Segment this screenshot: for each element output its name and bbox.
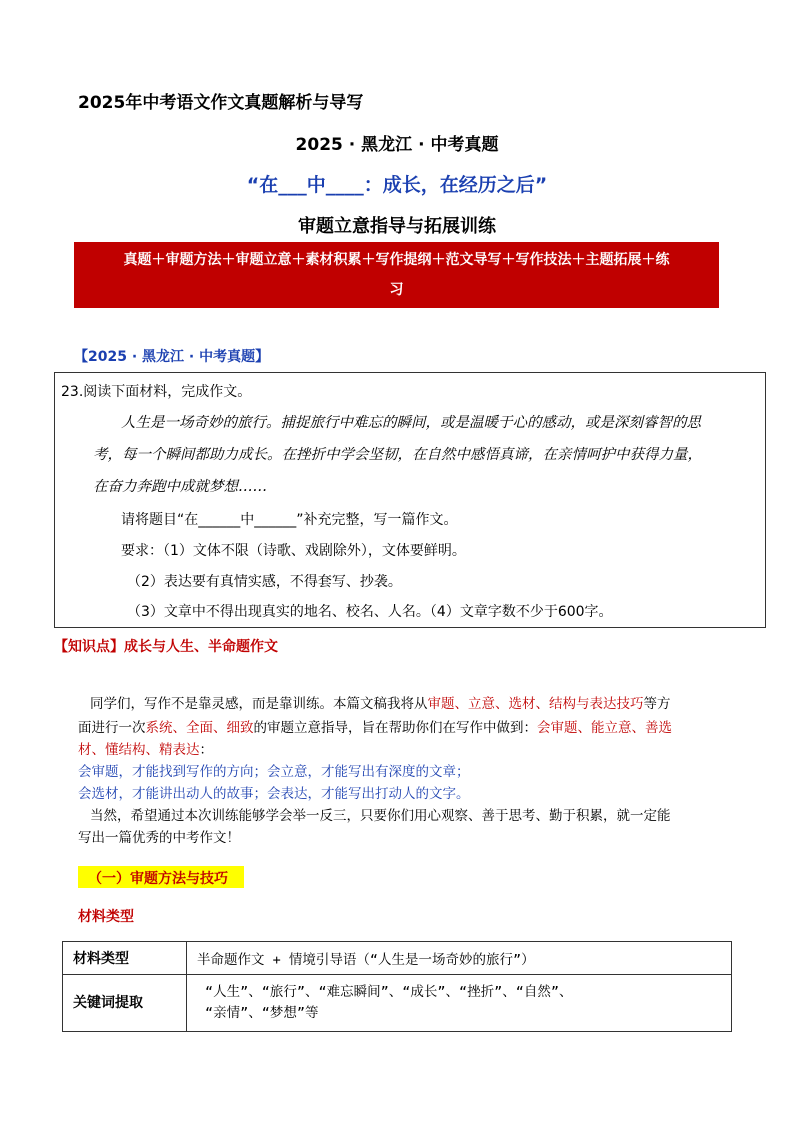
table-row xyxy=(63,942,732,975)
question-prompt: 请将题目“在______中______”补充完整，写一篇作文。 xyxy=(121,512,458,528)
intro-highlight: 审题、立意、选材、结构与表达技巧 xyxy=(427,696,644,712)
material-line-1: 人生是一场奇妙的旅行。捕捉旅行中难忘的瞬间，或是温暖于心的感动，或是深刻睿智的思 xyxy=(121,415,701,431)
table-value-cell: 半命题作文 + 情境引导语（“人生是一场奇妙的旅行”） xyxy=(187,942,732,975)
material-table xyxy=(62,941,732,1032)
table-key-cell: 关键词提取 xyxy=(63,975,187,1032)
topic-subtitle: “在___中____：成长，在经历之后” xyxy=(246,174,548,196)
requirement-3: （3）文章中不得出现真实的地名、校名、人名。（4）文章字数不少于600字。 xyxy=(127,604,613,620)
keyword-line-2: “亲情”、“梦想”等 xyxy=(205,1005,319,1021)
intro-line-5: 会选材，才能讲出动人的故事；会表达，才能写出打动人的文字。 xyxy=(78,786,470,802)
material-type-heading: 材料类型 xyxy=(78,909,134,925)
question-intro: 23.阅读下面材料，完成作文。 xyxy=(61,384,252,400)
intro-line-3 xyxy=(78,738,213,758)
intro-line-6: 当然，希望通过本次训练能够学会举一反三，只要你们用心观察、善于思考、勤于积累，就一定能 xyxy=(90,808,671,824)
intro-highlight: 材、懂结构、精表达 xyxy=(78,742,200,758)
intro-highlight: 系统、全面、细致 xyxy=(145,720,254,736)
material-line-2: 考，每一个瞬间都助力成长。在挫折中学会坚韧，在自然中感悟真谛，在亲情呵护中获得力量， xyxy=(93,447,702,463)
region-subtitle: 2025 · 黑龙江 · 中考真题 xyxy=(295,135,499,155)
banner-line-2: 习 xyxy=(389,282,404,298)
material-line-3: 在奋力奔跑中成就梦想…… xyxy=(93,479,267,495)
intro-highlight: 会审题、能立意、善选 xyxy=(537,720,672,736)
requirement-2: （2）表达要有真情实感，不得套写、抄袭。 xyxy=(127,574,402,590)
section-heading: （一）审题方法与技巧 xyxy=(88,871,228,887)
intro-line-2 xyxy=(78,716,672,736)
table-key-cell: 材料类型 xyxy=(63,942,187,975)
document-title: 2025年中考语文作文真题解析与导写 xyxy=(78,93,364,113)
contents-banner xyxy=(74,242,719,308)
intro-text: ： xyxy=(199,742,213,758)
intro-line-4: 会审题，才能找到写作的方向；会立意，才能写出有深度的文章； xyxy=(78,764,470,780)
question-box xyxy=(54,372,766,628)
table-row xyxy=(63,975,732,1032)
source-tag: 【2025 · 黑龙江 · 中考真题】 xyxy=(74,349,270,365)
knowledge-tag: 【知识点】成长与人生、半命题作文 xyxy=(54,639,278,655)
intro-text: 的审题立意指导，旨在帮助你们在写作中做到： xyxy=(253,720,537,736)
intro-text: 面进行一次 xyxy=(78,720,146,736)
guide-subtitle: 审题立意指导与拓展训练 xyxy=(298,216,496,237)
keyword-line-1: “人生”、“旅行”、“难忘瞬间”、“成长”、“挫折”、“自然”、 xyxy=(205,984,573,1000)
intro-text: 同学们，写作不是靠灵感，而是靠训练。本篇文稿我将从 xyxy=(90,696,428,712)
intro-text: 等方 xyxy=(643,696,671,712)
intro-line-7: 写出一篇优秀的中考作文！ xyxy=(78,830,240,846)
requirement-1: 要求：（1）文体不限（诗歌、戏剧除外），文体要鲜明。 xyxy=(121,543,466,559)
table-value-cell xyxy=(187,975,732,1032)
intro-line-1 xyxy=(90,692,671,712)
banner-line-1: 真题＋审题方法＋审题立意＋素材积累＋写作提纲＋范文导写＋写作技法＋主题拓展＋练 xyxy=(123,252,670,268)
